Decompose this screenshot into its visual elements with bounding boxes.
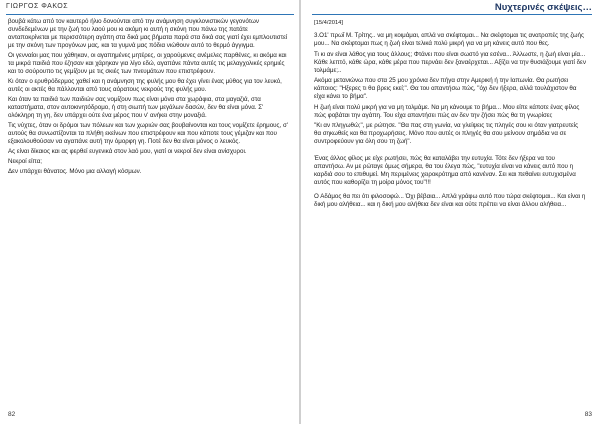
entry-date: [15/4/2014] — [314, 20, 344, 26]
header-rule-right — [312, 14, 592, 15]
paragraph: Κι όταν ο ερυθρόδερμος χαθεί και η ανάμνηση της φυλής μου θα έχει γίνει ένας μύθος για τον λευκό, αυτές οι ακτές θα πάλλονται από τους αόρατους νεκρούς της φυλής μου. — [8, 78, 282, 93]
running-header-author: ΓΙΩΡΓΟΣ ΦΑΚΟΣ — [6, 3, 69, 10]
paragraph: βουβά κάτω από τον καυτερό ήλιο δονούνται από την ανάμνηση συγκλονιστικών γεγονότων συνδεδεμένων με την ζωή του λαού μου κι ακόμη κι αυτή η σκόνη που πάνω της πατάτε ανταποκρίνεται με περισσότερη αγάπη στα δικά μας βήματα παρά στα δικά σας γιατί έχει εμπλουτιστεί με την σκόνη των προγόνων μας, και τα γυμνά μας πόδια νιώθουν αυτό το θερμό άγγιγμα. — [8, 18, 288, 49]
paragraph: Νεκροί είπα; — [8, 158, 42, 165]
paragraph: Τις νύχτες, όταν οι δρόμοι των πόλεων και των χωριών σας βουβαίνονται και τους νομίζετε έρημους, σ' αυτούς θα συνωστίζονται τα πλήθη εκείνων που επιστρέφουν και που κάποτε τους γέμιζαν και που εξακολουθούσαν να αγαπάνε αυτή την όμορφη γη. Ποτέ δεν θα είναι μόνος ο λευκός. — [8, 122, 288, 145]
book-gutter — [299, 0, 301, 424]
paragraph: Ας είναι δίκαιος και ας φερθεί ευγενικά στον λαό μου, γιατί οι νεκροί δεν είναι ανίσχυροι. — [8, 148, 247, 155]
left-page-body — [8, 18, 290, 176]
page-number-right: 83 — [584, 411, 592, 418]
header-rule-left — [6, 14, 294, 15]
paragraph: "Κι αν πληγωθώ;", με ρώτησε. "Θα πας στη γωνία, να γλείψεις τις πληγές σου κι όταν γιατρευτείς θα σηκωθείς και θα προχωρήσεις. Μόνο που αυτές οι πληγές θα σου μείνουν σημάδια να σε συντροφεύουν για όλη σου τη ζωή". — [314, 122, 579, 145]
paragraph: Ακόμα μετανιώνω που στα 25 μου χρόνια δεν πήγα στην Αμερική ή την Ιαπωνία. Θα ρωτήσει κάποιος: "Ηξερες τι θα βρεις εκεί;". Θα του απαντήσω πώς, "όχι δεν ήξερα, αλλά τουλάχιστον θα είχα κάνει το βήμα". — [314, 77, 577, 100]
paragraph: Τι κι αν είναι λάθος για τους άλλους; Φτάνει που είναι σωστό για εσένα... Άλλωστε, η ζωή είναι μία... Κάθε λεπτό, κάθε ώρα, κάθε μέρα που περνάει δεν ξαναέρχεται... Αξίζει να την θυσιάζουμε γιατί δεν τολμάμε;.. — [314, 50, 586, 74]
right-page-body — [314, 32, 586, 209]
paragraph: Οι γενναίοι μας που χάθηκαν, οι αγαπημένες μητέρες, οι χαρούμενες ανέμελες παρθένες, κι ακόμα και τα μικρά παιδιά που έζησαν και χάρηκαν για λίγο εδώ, αγαπάνε πάντα αυτές τις μελαγχολικές ερημιές και το σούρουπο τις γεμίζουν με τις σκιές των πνευμάτων που επιστρέφουν. — [8, 52, 287, 75]
paragraph: Και όταν τα παιδιά των παιδιών σας νομίζουν πως είναι μόνα στα χωράφια, στα μαγαζιά, στα καταστήματα, στον αυτοκινητόδρομο, ή στη σιωπή των μεγάλων δασών, δεν θα είναι μόνα. Σ' ολόκληρη τη γη, δεν υπάρχει ούτε ένα μέρος που ν' ανήκει στην μοναξιά. — [8, 96, 264, 119]
paragraph: Δεν υπάρχει θάνατος. Μόνο μια αλλαγή κόσμων. — [8, 168, 142, 175]
paragraph: Η ζωή είναι πολύ μικρή για να μη τολμάμε. Να μη κάνουμε το βήμα... Μου είπε κάποτε ένας φίλος πώς φοβάται την αγάπη. Του είχα απαντήσει πώς αν δεν την ζήσει πώς θα τη γνωρίσει; — [314, 103, 580, 119]
page-number-left: 82 — [8, 411, 16, 418]
paragraph: Ένας άλλος φίλος με είχε ρωτήσει, πώς θα καταλάβει την ευτυχία. Τότε δεν ήξερα να του απαντήσω. Αν με ρώταγε όμως σήμερα, θα του έλεγα πώς, "ευτυχία είναι να κάνεις αυτό που η καρδιά σου το επιθυμεί. Μη περιμένεις χειροκρότημα από κανέναν. Σει και πεθαίνει ευτυχισμένα αυτός που καθορίζει τη μοίρα μόνος του"!!! — [314, 154, 576, 186]
paragraph: 3.Ο1' πρωΐ Μ. Τρίτης.. να μη κοιμάμαι, απλά να σκέφτομαι... Να σκέφτομαι τις ανατροπές της ζωής μου... Να σκέφτομαι πως η ζωή είναι τελικά πολύ μικρή για να μη κάνεις αυτό που θες. — [314, 32, 584, 47]
right-page — [300, 0, 600, 424]
paragraph: Ο Αδάμος θα πει ότι φιλοσοφώ... Όχι βέβαια... Απλά γράφω αυτό που τώρα σκέφτομαι... Και είναι η δική μου αλήθεια... και η δική μου αλήθεια δεν είναι και ούτε πρέπει να είναι άλλου αλήθεια... — [314, 193, 586, 208]
running-header-title: Νυχτερινές σκέψεις… — [494, 2, 592, 13]
